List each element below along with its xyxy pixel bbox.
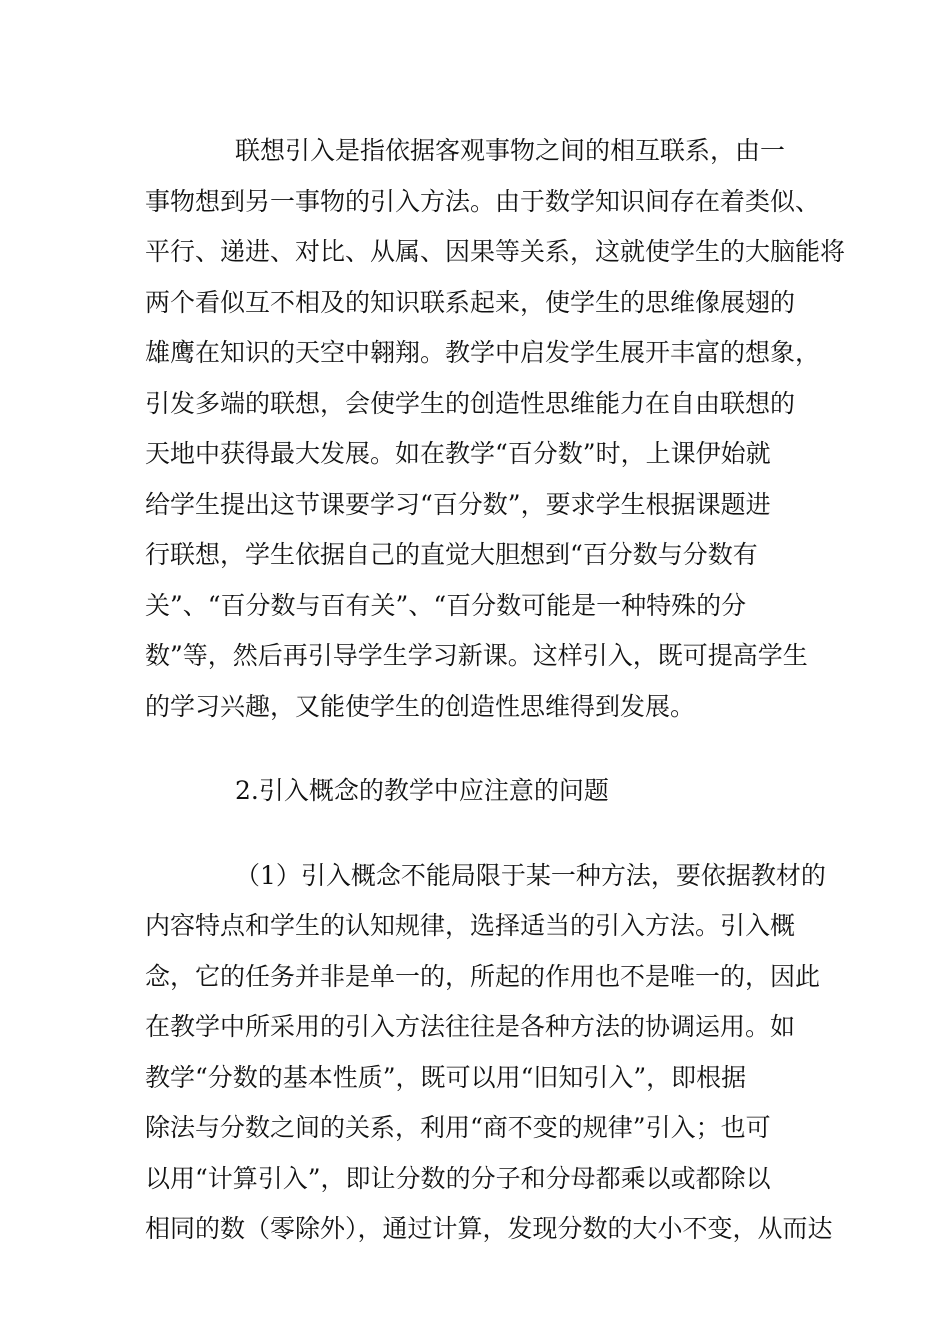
text-line: 联想引入是指依据客观事物之间的相互联系，由一 (235, 136, 786, 165)
text-line: 内容特点和学生的认知规律，选择适当的引入方法。引入概 (145, 911, 796, 940)
paragraph-associative-introduction (145, 126, 846, 732)
text-line: 以用“计算引入”，即让分数的分子和分母都乘以或都除以 (145, 1163, 771, 1193)
section-heading (145, 766, 810, 817)
text-line: 相同的数（零除外），通过计算，发现分数的大小不变，从而达 (145, 1214, 833, 1243)
text-line: 雄鹰在知识的天空中翱翔。教学中启发学生展开丰富的想象， (145, 338, 821, 367)
paragraph-gap (145, 817, 810, 851)
text-line: （1）引入概念不能局限于某一种方法，要依据教材的 (235, 860, 826, 890)
text-line: 给学生提出这节课要学习“百分数”，要求学生根据课题进 (145, 489, 771, 519)
text-line: 引发多端的联想，会使学生的创造性思维能力在自由联想的 (145, 388, 796, 418)
text-line: 数”等，然后再引导学生学习新课。这样引入，既可提高学生 (145, 641, 808, 670)
text-line: 的学习兴趣，又能使学生的创造性思维得到发展。 (145, 691, 696, 721)
paragraph-note-1 (145, 851, 833, 1255)
text-line: 平行、递进、对比、从属、因果等关系，这就使学生的大脑能将 (145, 237, 846, 266)
text-line: 行联想，学生依据自己的直觉大胆想到“百分数与分数有 (145, 540, 758, 569)
text-line: 念，它的任务并非是单一的，所起的作用也不是唯一的，因此 (145, 961, 821, 991)
paragraph-gap (145, 732, 810, 766)
text-line: 关”、“百分数与百有关”、“百分数可能是一种特殊的分 (145, 590, 747, 620)
text-line: 事物想到另一事物的引入方法。由于数学知识间存在着类似、 (145, 186, 821, 216)
text-line: 天地中获得最大发展。如在教学“百分数”时，上课伊始就 (145, 439, 771, 468)
text-line: 两个看似互不相及的知识联系起来，使学生的思维像展翅的 (145, 287, 796, 317)
text-line: 除法与分数之间的关系，利用“商不变的规律”引入；也可 (145, 1113, 771, 1142)
heading-text: 2.引入概念的教学中应注意的问题 (235, 776, 609, 805)
text-line: 在教学中所采用的引入方法往往是各种方法的协调运用。如 (145, 1012, 796, 1041)
text-line: 教学“分数的基本性质”，既可以用“旧知引入”，即根据 (145, 1062, 747, 1092)
